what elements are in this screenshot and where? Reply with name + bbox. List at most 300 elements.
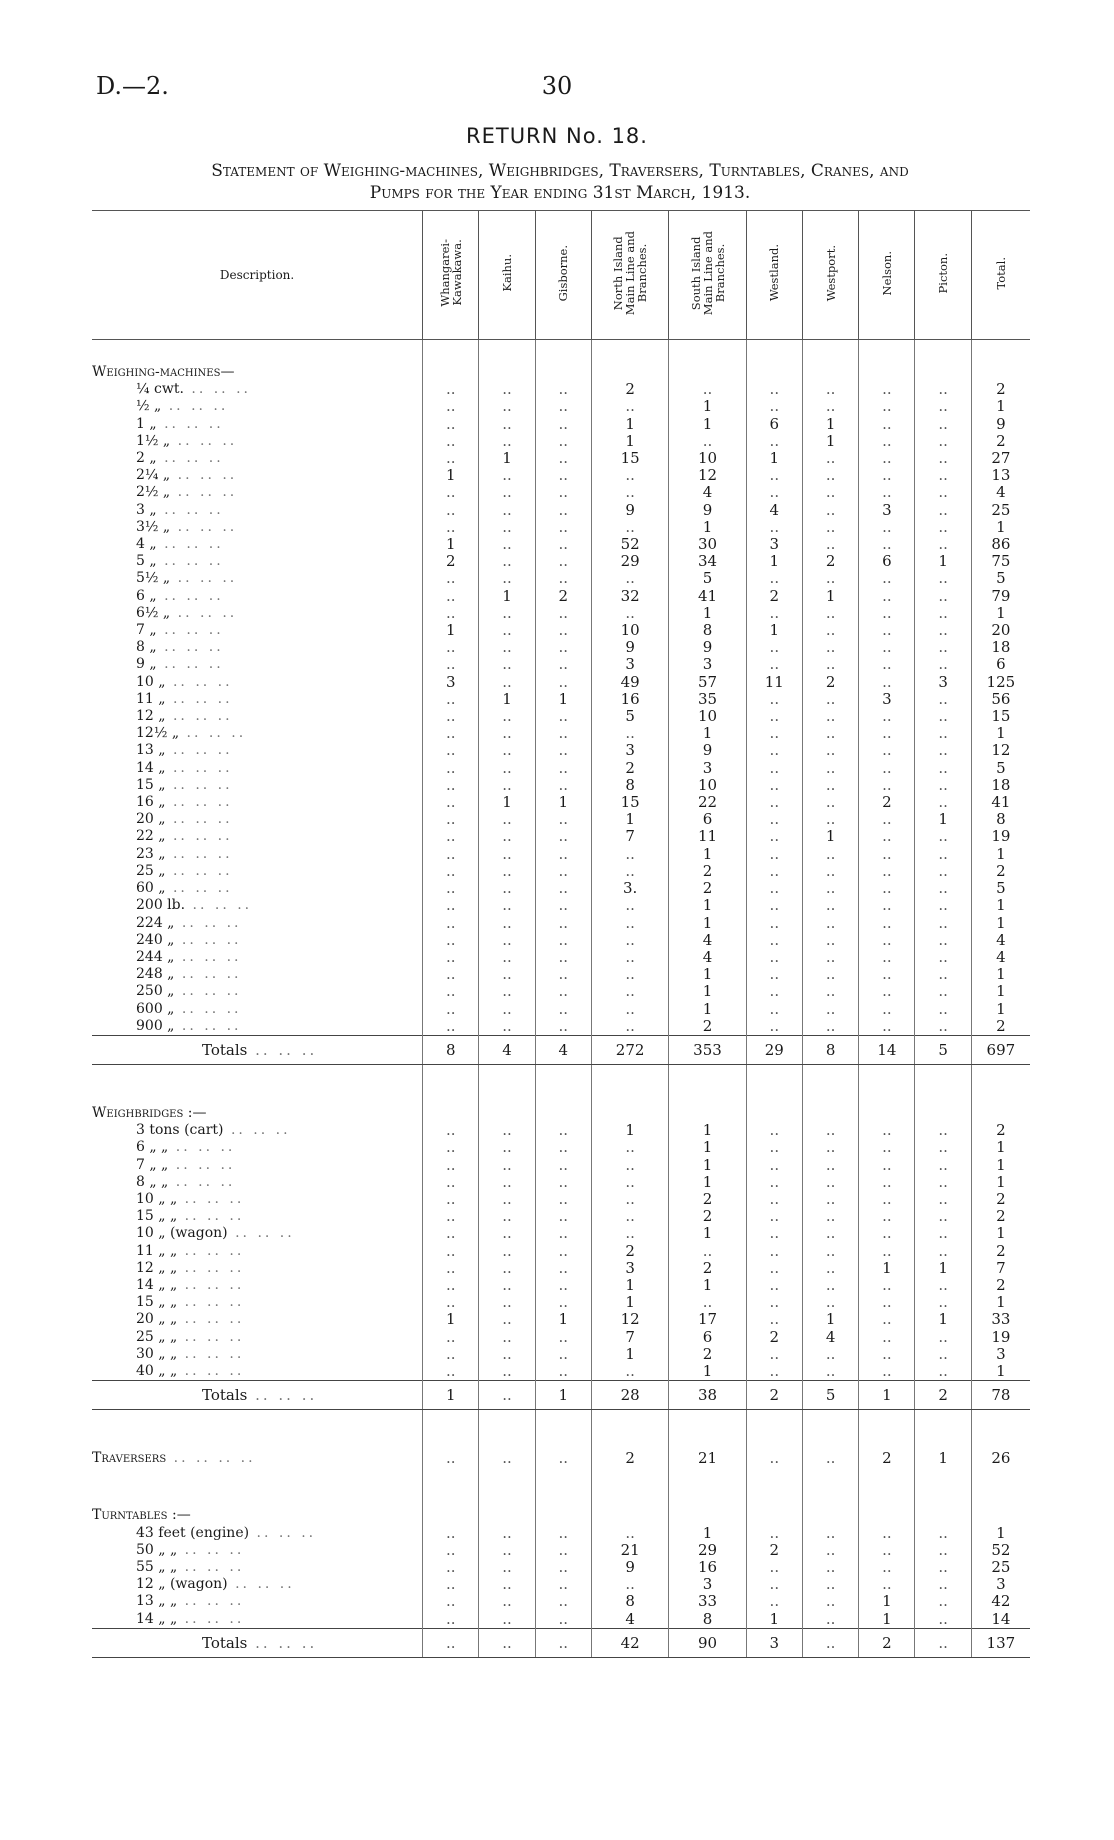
row-label: 12 „ „ .. .. .. xyxy=(136,1259,245,1276)
return-title: RETURN No. 18. xyxy=(466,124,648,148)
table-cell: .. xyxy=(915,742,971,759)
row-label-text: 600 „ xyxy=(136,1000,175,1017)
table-cell: 13 xyxy=(971,467,1030,484)
section-title: Weighbridges :— xyxy=(92,1104,207,1121)
row-label-text: 10 „ (wagon) xyxy=(136,1225,228,1242)
table-cell: 14 xyxy=(971,1611,1030,1629)
column-header xyxy=(535,211,591,340)
table-cell: .. xyxy=(479,536,535,553)
column-header xyxy=(859,211,915,340)
table-cell: .. xyxy=(591,484,668,501)
table-cell: .. xyxy=(423,656,479,673)
table-row xyxy=(92,1243,1030,1260)
table-cell: .. xyxy=(915,1611,971,1629)
table-cell: 27 xyxy=(971,450,1030,467)
table-cell: .. xyxy=(591,1576,668,1593)
column-header xyxy=(591,211,668,340)
row-label: 14 „ .. .. .. xyxy=(136,759,233,776)
table-cell: 2 xyxy=(669,1260,746,1277)
table-cell: .. xyxy=(915,1363,971,1381)
table-cell: 4 xyxy=(971,932,1030,949)
table-cell: .. xyxy=(802,708,858,725)
row-label-text: 7 „ xyxy=(136,622,157,639)
table-cell: .. xyxy=(535,605,591,622)
table-cell: .. xyxy=(915,588,971,605)
table-cell: .. xyxy=(802,1576,858,1593)
column-header-label: North Island Main Line and Branches. xyxy=(611,230,650,316)
table-cell: .. xyxy=(479,915,535,932)
row-label: 6 „ „ .. .. .. xyxy=(136,1139,236,1156)
table-cell: .. xyxy=(535,1611,591,1629)
table-cell: 19 xyxy=(971,1329,1030,1346)
table-cell: .. xyxy=(915,828,971,845)
table-cell: 18 xyxy=(971,777,1030,794)
table-cell: .. xyxy=(423,880,479,897)
table-row xyxy=(92,846,1030,863)
table-cell: .. xyxy=(423,1243,479,1260)
table-cell: .. xyxy=(859,880,915,897)
row-label: 12 „ (wagon) .. .. .. xyxy=(136,1576,295,1593)
table-cell: 2 xyxy=(423,553,479,570)
row-label-text: 10 „ „ xyxy=(136,1190,178,1207)
row-label: 10 „ (wagon) .. .. .. xyxy=(136,1225,295,1242)
subtitle-line-2: Pumps for the Year ending 31st March, 1913. xyxy=(369,183,751,203)
table-cell: 1 xyxy=(479,450,535,467)
table-cell: .. xyxy=(746,1559,802,1576)
table-cell: 8 xyxy=(971,811,1030,828)
table-row xyxy=(92,1208,1030,1225)
table-cell: 1 xyxy=(802,588,858,605)
table-cell: 6 xyxy=(971,656,1030,673)
table-row xyxy=(92,1294,1030,1311)
table-cell: 14 xyxy=(859,1035,915,1064)
table-row xyxy=(92,949,1030,966)
table-cell: .. xyxy=(915,1593,971,1610)
table-cell: .. xyxy=(802,467,858,484)
row-label-text: 3 „ xyxy=(136,501,157,518)
table-cell: .. xyxy=(591,1157,668,1174)
table-cell: .. xyxy=(423,1191,479,1208)
table-cell: .. xyxy=(859,588,915,605)
row-label-text: 5 „ xyxy=(136,553,157,570)
table-row xyxy=(92,1611,1030,1629)
table-row xyxy=(92,863,1030,880)
table-cell: .. xyxy=(479,1525,535,1542)
column-header-label: Gisborne. xyxy=(556,244,571,302)
table-cell: 1 xyxy=(669,1174,746,1191)
totals-label-text: Totals xyxy=(202,1040,248,1059)
table-cell: .. xyxy=(915,1243,971,1260)
table-cell: .. xyxy=(423,1208,479,1225)
table-cell: .. xyxy=(423,484,479,501)
table-cell: .. xyxy=(802,1611,858,1629)
table-cell: .. xyxy=(479,1329,535,1346)
table-cell: 18 xyxy=(971,639,1030,656)
row-label-text: 12 „ „ xyxy=(136,1259,178,1276)
table-cell: 90 xyxy=(669,1628,746,1657)
table-cell: .. xyxy=(535,828,591,845)
row-label-text: 240 „ xyxy=(136,931,175,948)
table-cell: .. xyxy=(802,1593,858,1610)
table-cell: .. xyxy=(802,1450,858,1467)
row-label-text: 6½ „ xyxy=(136,604,171,621)
row-label: 22 „ .. .. .. xyxy=(136,828,233,845)
table-cell: .. xyxy=(859,639,915,656)
table-cell: .. xyxy=(535,1191,591,1208)
table-cell: .. xyxy=(535,570,591,587)
table-cell: .. xyxy=(915,846,971,863)
table-cell: .. xyxy=(915,381,971,398)
table-cell: .. xyxy=(535,1174,591,1191)
table-cell: 1 xyxy=(746,553,802,570)
row-label: 6½ „ .. .. .. xyxy=(136,604,238,621)
spacer-row xyxy=(92,1467,1030,1507)
table-cell: 1 xyxy=(971,725,1030,742)
table-cell: 7 xyxy=(971,1260,1030,1277)
section-title: Traversers .. .. .. .. xyxy=(92,1450,256,1467)
row-label: 600 „ .. .. .. xyxy=(136,1000,242,1017)
row-label-text: 13 „ „ xyxy=(136,1593,178,1610)
table-cell: 2 xyxy=(915,1381,971,1410)
table-cell: 7 xyxy=(591,828,668,845)
table-cell: 2 xyxy=(971,1243,1030,1260)
table-cell: .. xyxy=(479,416,535,433)
table-cell: .. xyxy=(859,811,915,828)
table-cell: .. xyxy=(802,1542,858,1559)
table-cell: .. xyxy=(423,502,479,519)
table-cell: .. xyxy=(591,519,668,536)
column-header-label: Westland. xyxy=(767,244,782,302)
table-cell: .. xyxy=(915,1018,971,1036)
row-label: 2¼ „ .. .. .. xyxy=(136,467,238,484)
column-header-row xyxy=(92,211,1030,340)
table-cell: 4 xyxy=(535,1035,591,1064)
table-cell: 1 xyxy=(971,1139,1030,1156)
table-cell: .. xyxy=(802,794,858,811)
table-cell: 1 xyxy=(535,691,591,708)
table-cell: 9 xyxy=(591,502,668,519)
totals-label: Totals .. .. .. xyxy=(92,1381,423,1410)
table-cell: .. xyxy=(802,502,858,519)
table-cell: .. xyxy=(859,949,915,966)
table-cell: .. xyxy=(802,691,858,708)
table-cell: 1 xyxy=(859,1611,915,1629)
table-cell: 2 xyxy=(971,1122,1030,1139)
table-cell: .. xyxy=(591,467,668,484)
table-cell: 8 xyxy=(591,777,668,794)
table-cell: .. xyxy=(746,1208,802,1225)
row-label: 12½ „ .. .. .. xyxy=(136,725,247,742)
table-cell: 1 xyxy=(535,1381,591,1410)
table-cell: .. xyxy=(535,1225,591,1242)
table-row xyxy=(92,811,1030,828)
table-cell: 26 xyxy=(971,1450,1030,1467)
totals-row xyxy=(92,1628,1030,1657)
table-row xyxy=(92,1277,1030,1294)
table-cell: .. xyxy=(423,433,479,450)
row-label: 12 „ .. .. .. xyxy=(136,708,233,725)
table-cell: .. xyxy=(535,622,591,639)
totals-row xyxy=(92,1381,1030,1410)
table-cell: .. xyxy=(535,760,591,777)
table-cell: .. xyxy=(746,519,802,536)
table-cell: 1 xyxy=(971,966,1030,983)
row-label-text: ¼ cwt. xyxy=(136,381,184,398)
table-cell: .. xyxy=(746,1122,802,1139)
table-cell: .. xyxy=(535,1294,591,1311)
table-cell: .. xyxy=(535,1139,591,1156)
table-cell: .. xyxy=(479,1157,535,1174)
column-header xyxy=(802,211,858,340)
table-cell: 1 xyxy=(971,1157,1030,1174)
table-cell: 3 xyxy=(591,742,668,759)
table-cell: 52 xyxy=(591,536,668,553)
row-label: 13 „ „ .. .. .. xyxy=(136,1593,245,1610)
table-cell: .. xyxy=(423,794,479,811)
table-cell: .. xyxy=(423,1576,479,1593)
table-cell: .. xyxy=(802,1157,858,1174)
table-row xyxy=(92,605,1030,622)
row-label-text: 2 „ xyxy=(136,450,157,467)
table-cell: .. xyxy=(915,639,971,656)
table-cell: .. xyxy=(915,725,971,742)
table-cell: .. xyxy=(479,863,535,880)
table-cell: 3 xyxy=(859,502,915,519)
table-cell: .. xyxy=(802,605,858,622)
table-cell: .. xyxy=(802,725,858,742)
table-cell: .. xyxy=(802,932,858,949)
table-cell: 42 xyxy=(971,1593,1030,1610)
row-label: 248 „ .. .. .. xyxy=(136,966,242,983)
column-header-label: Picton. xyxy=(936,252,951,294)
row-label: 15 „ „ .. .. .. xyxy=(136,1294,245,1311)
table-cell: 9 xyxy=(669,502,746,519)
table-cell: 10 xyxy=(669,708,746,725)
table-cell: .. xyxy=(859,1208,915,1225)
table-cell: .. xyxy=(746,1191,802,1208)
table-cell: .. xyxy=(915,484,971,501)
table-cell: .. xyxy=(479,622,535,639)
table-cell: 1 xyxy=(971,519,1030,536)
table-cell: .. xyxy=(423,519,479,536)
table-cell: .. xyxy=(859,1277,915,1294)
table-cell: 10 xyxy=(669,450,746,467)
row-label-text: 13 „ xyxy=(136,742,166,759)
row-label-text: 25 „ xyxy=(136,862,166,879)
table-cell: .. xyxy=(746,1576,802,1593)
table-cell: 2 xyxy=(669,1191,746,1208)
table-cell: 1 xyxy=(971,915,1030,932)
row-label: 9 „ .. .. .. xyxy=(136,656,224,673)
table-cell: .. xyxy=(915,1628,971,1657)
table-cell: 3 xyxy=(591,656,668,673)
table-cell: .. xyxy=(591,932,668,949)
row-label: 7 „ .. .. .. xyxy=(136,622,224,639)
table-cell: 1 xyxy=(669,416,746,433)
table-cell: .. xyxy=(479,605,535,622)
return-table xyxy=(92,210,1030,1658)
table-cell: 1 xyxy=(591,1122,668,1139)
table-row xyxy=(92,570,1030,587)
table-cell: .. xyxy=(591,1018,668,1036)
table-cell: .. xyxy=(859,605,915,622)
table-cell: 1 xyxy=(971,1525,1030,1542)
row-label-text: 5½ „ xyxy=(136,570,171,587)
table-cell: .. xyxy=(423,1525,479,1542)
table-row xyxy=(92,484,1030,501)
row-label-text: 3½ „ xyxy=(136,518,171,535)
table-cell: .. xyxy=(746,1174,802,1191)
table-cell: .. xyxy=(479,1611,535,1629)
table-row xyxy=(92,915,1030,932)
table-cell: .. xyxy=(591,1363,668,1381)
table-cell: 1 xyxy=(746,450,802,467)
table-cell: .. xyxy=(746,570,802,587)
table-cell: .. xyxy=(746,433,802,450)
table-cell: 1 xyxy=(859,1593,915,1610)
totals-label-text: Totals xyxy=(202,1386,248,1405)
table-cell: .. xyxy=(746,794,802,811)
table-cell: 1 xyxy=(915,1311,971,1328)
table-row xyxy=(92,742,1030,759)
table-cell: .. xyxy=(535,1157,591,1174)
table-cell: 2 xyxy=(971,1277,1030,1294)
table-cell: 2 xyxy=(746,1381,802,1410)
table-cell: 1 xyxy=(669,1363,746,1381)
table-cell: .. xyxy=(746,915,802,932)
table-cell: .. xyxy=(423,1018,479,1036)
table-cell: .. xyxy=(746,1001,802,1018)
table-cell: .. xyxy=(746,742,802,759)
table-cell: 3 xyxy=(859,691,915,708)
table-cell: 1 xyxy=(669,1139,746,1156)
table-cell: .. xyxy=(746,966,802,983)
table-cell: 21 xyxy=(669,1450,746,1467)
table-cell: .. xyxy=(802,777,858,794)
table-cell: .. xyxy=(915,450,971,467)
table-cell: .. xyxy=(423,588,479,605)
row-label-text: 3 tons (cart) xyxy=(136,1122,224,1139)
table-cell: .. xyxy=(915,1139,971,1156)
row-label: 20 „ „ .. .. .. xyxy=(136,1311,245,1328)
table-cell: .. xyxy=(535,1542,591,1559)
table-cell: .. xyxy=(802,863,858,880)
table-row xyxy=(92,1001,1030,1018)
table-cell: 78 xyxy=(971,1381,1030,1410)
table-cell: 16 xyxy=(669,1559,746,1576)
table-cell: .. xyxy=(591,863,668,880)
table-cell: .. xyxy=(479,811,535,828)
table-cell: 34 xyxy=(669,553,746,570)
totals-label: Totals .. .. .. xyxy=(92,1628,423,1657)
table-row xyxy=(92,1225,1030,1242)
table-cell: .. xyxy=(802,1260,858,1277)
table-row xyxy=(92,536,1030,553)
table-cell: 7 xyxy=(591,1329,668,1346)
table-cell: 353 xyxy=(669,1035,746,1064)
table-row xyxy=(92,1346,1030,1363)
table-cell: .. xyxy=(423,691,479,708)
table-cell: .. xyxy=(915,1542,971,1559)
table-cell: .. xyxy=(423,1122,479,1139)
table-cell: .. xyxy=(746,1311,802,1328)
row-label-text: 20 „ xyxy=(136,811,166,828)
table-cell: 4 xyxy=(971,949,1030,966)
table-cell: .. xyxy=(859,777,915,794)
table-cell: .. xyxy=(423,605,479,622)
table-cell: .. xyxy=(802,398,858,415)
table-row xyxy=(92,1018,1030,1036)
table-cell: .. xyxy=(535,484,591,501)
table-cell: 2 xyxy=(591,1450,668,1467)
table-cell: 41 xyxy=(971,794,1030,811)
row-label-text: 7 „ „ xyxy=(136,1156,169,1173)
table-cell: .. xyxy=(479,1593,535,1610)
table-cell: .. xyxy=(423,777,479,794)
table-cell: 1 xyxy=(802,1311,858,1328)
column-header-label: Total. xyxy=(993,256,1008,290)
table-cell: .. xyxy=(535,433,591,450)
row-label: 7 „ „ .. .. .. xyxy=(136,1156,236,1173)
table-cell: .. xyxy=(669,381,746,398)
table-cell: .. xyxy=(591,605,668,622)
table-cell: .. xyxy=(915,502,971,519)
table-cell: 1 xyxy=(802,828,858,845)
table-cell: .. xyxy=(859,1139,915,1156)
table-cell: .. xyxy=(802,811,858,828)
table-cell: .. xyxy=(859,416,915,433)
table-cell: .. xyxy=(479,1139,535,1156)
spacer-row xyxy=(92,1064,1030,1105)
table-cell: .. xyxy=(746,1277,802,1294)
table-cell: .. xyxy=(535,450,591,467)
table-cell: .. xyxy=(591,398,668,415)
table-cell: .. xyxy=(591,846,668,863)
table-cell: .. xyxy=(423,708,479,725)
table-cell: 125 xyxy=(971,674,1030,691)
table-cell: .. xyxy=(802,381,858,398)
table-cell: .. xyxy=(535,1576,591,1593)
table-cell: .. xyxy=(746,1260,802,1277)
table-cell: .. xyxy=(746,983,802,1000)
table-cell: .. xyxy=(479,570,535,587)
table-cell: .. xyxy=(802,1122,858,1139)
table-cell: .. xyxy=(535,416,591,433)
table-cell: .. xyxy=(591,1525,668,1542)
table-row xyxy=(92,1593,1030,1610)
table-cell: .. xyxy=(859,1294,915,1311)
row-label-text: 248 „ xyxy=(136,966,175,983)
table-cell: .. xyxy=(859,1174,915,1191)
row-label-text: 16 „ xyxy=(136,794,166,811)
table-cell: .. xyxy=(746,1525,802,1542)
table-cell: .. xyxy=(859,863,915,880)
table-cell: 1 xyxy=(669,846,746,863)
row-label: 244 „ .. .. .. xyxy=(136,948,242,965)
totals-label: Totals .. .. .. xyxy=(92,1035,423,1064)
table-row xyxy=(92,880,1030,897)
row-label-text: 900 „ xyxy=(136,1017,175,1034)
table-cell: .. xyxy=(859,742,915,759)
table-cell: 1 xyxy=(669,1277,746,1294)
table-cell: 1 xyxy=(479,691,535,708)
table-row xyxy=(92,1260,1030,1277)
table-cell: .. xyxy=(535,1208,591,1225)
table-row xyxy=(92,1191,1030,1208)
table-cell: .. xyxy=(535,1001,591,1018)
table-cell: 86 xyxy=(971,536,1030,553)
table-cell: .. xyxy=(479,949,535,966)
